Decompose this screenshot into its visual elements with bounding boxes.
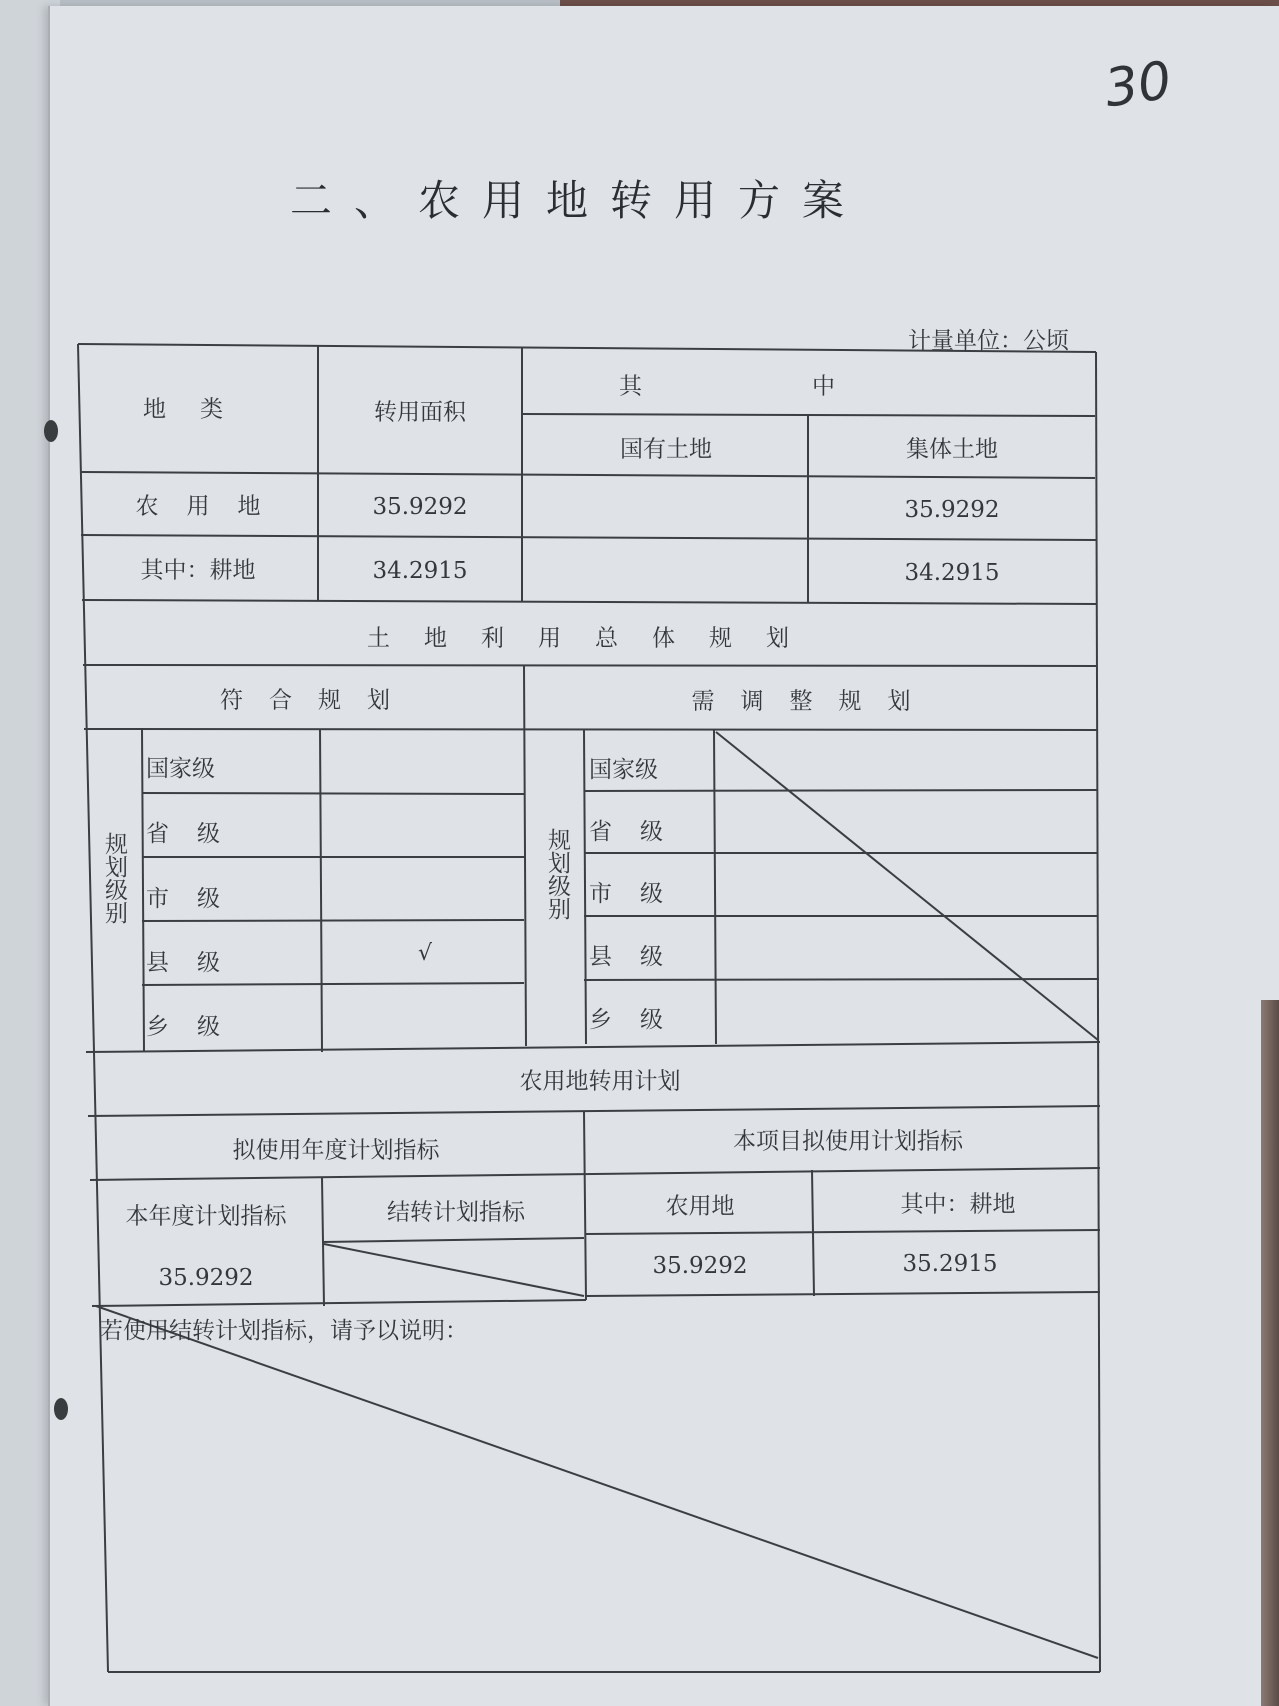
plan-level-label-left: 规划级别 [101, 832, 127, 924]
left-level-national: 国家级 [146, 756, 215, 782]
annual-indicator-label: 拟使用年度计划指标 [232, 1137, 440, 1164]
conversion-plan-title: 农用地转用计划 [519, 1068, 681, 1095]
page-number: 30 [1101, 50, 1176, 120]
row-farmland-area: 35.9292 [372, 494, 468, 520]
unit-label: 计量单位：公顷 [908, 328, 1069, 354]
county-level-check-mark: √ [418, 941, 433, 966]
carryover-indicator-label: 结转计划指标 [387, 1199, 525, 1226]
left-level-city: 市级 [146, 886, 248, 912]
project-arable-label: 其中：耕地 [900, 1191, 1016, 1218]
header-area: 转用面积 [374, 399, 466, 426]
right-level-provincial: 省级 [589, 819, 691, 845]
right-level-national: 国家级 [589, 757, 658, 783]
right-level-city: 市级 [589, 881, 691, 907]
plan-level-label-right: 规划级别 [544, 828, 570, 920]
row-arable-area: 34.2915 [372, 558, 468, 584]
header-land-type: 地类 [143, 396, 257, 423]
project-farmland-label: 农用地 [665, 1193, 735, 1220]
planning-section-title: 土地利用总体规划 [367, 625, 823, 652]
header-of-which: 其中 [619, 373, 1005, 400]
conforms-plan-label: 符合规划 [220, 687, 416, 714]
this-year-indicator-value: 35.9292 [158, 1265, 254, 1291]
project-farmland-value: 35.9292 [652, 1253, 748, 1279]
project-arable-value: 35.2915 [902, 1251, 998, 1277]
row-farmland-collective: 35.9292 [904, 497, 1000, 523]
left-level-township: 乡级 [146, 1014, 248, 1040]
carryover-note-label: 若使用结转计划指标，请予以说明： [100, 1318, 468, 1344]
page-title: 二、农用地转用方案 [290, 176, 867, 225]
row-arable-label: 其中：耕地 [140, 557, 256, 584]
header-state-land: 国有土地 [620, 436, 712, 463]
left-level-provincial: 省级 [146, 821, 248, 847]
right-level-county: 县级 [589, 944, 691, 970]
needs-adjust-label: 需调整规划 [691, 688, 937, 715]
left-level-county: 县级 [146, 950, 248, 976]
header-collective-land: 集体土地 [906, 436, 998, 463]
project-indicator-label: 本项目拟使用计划指标 [733, 1128, 963, 1155]
this-year-indicator-label: 本年度计划指标 [125, 1203, 287, 1230]
row-arable-collective: 34.2915 [904, 560, 1000, 586]
right-level-township: 乡级 [589, 1007, 691, 1033]
row-farmland-label: 农用地 [135, 493, 289, 520]
